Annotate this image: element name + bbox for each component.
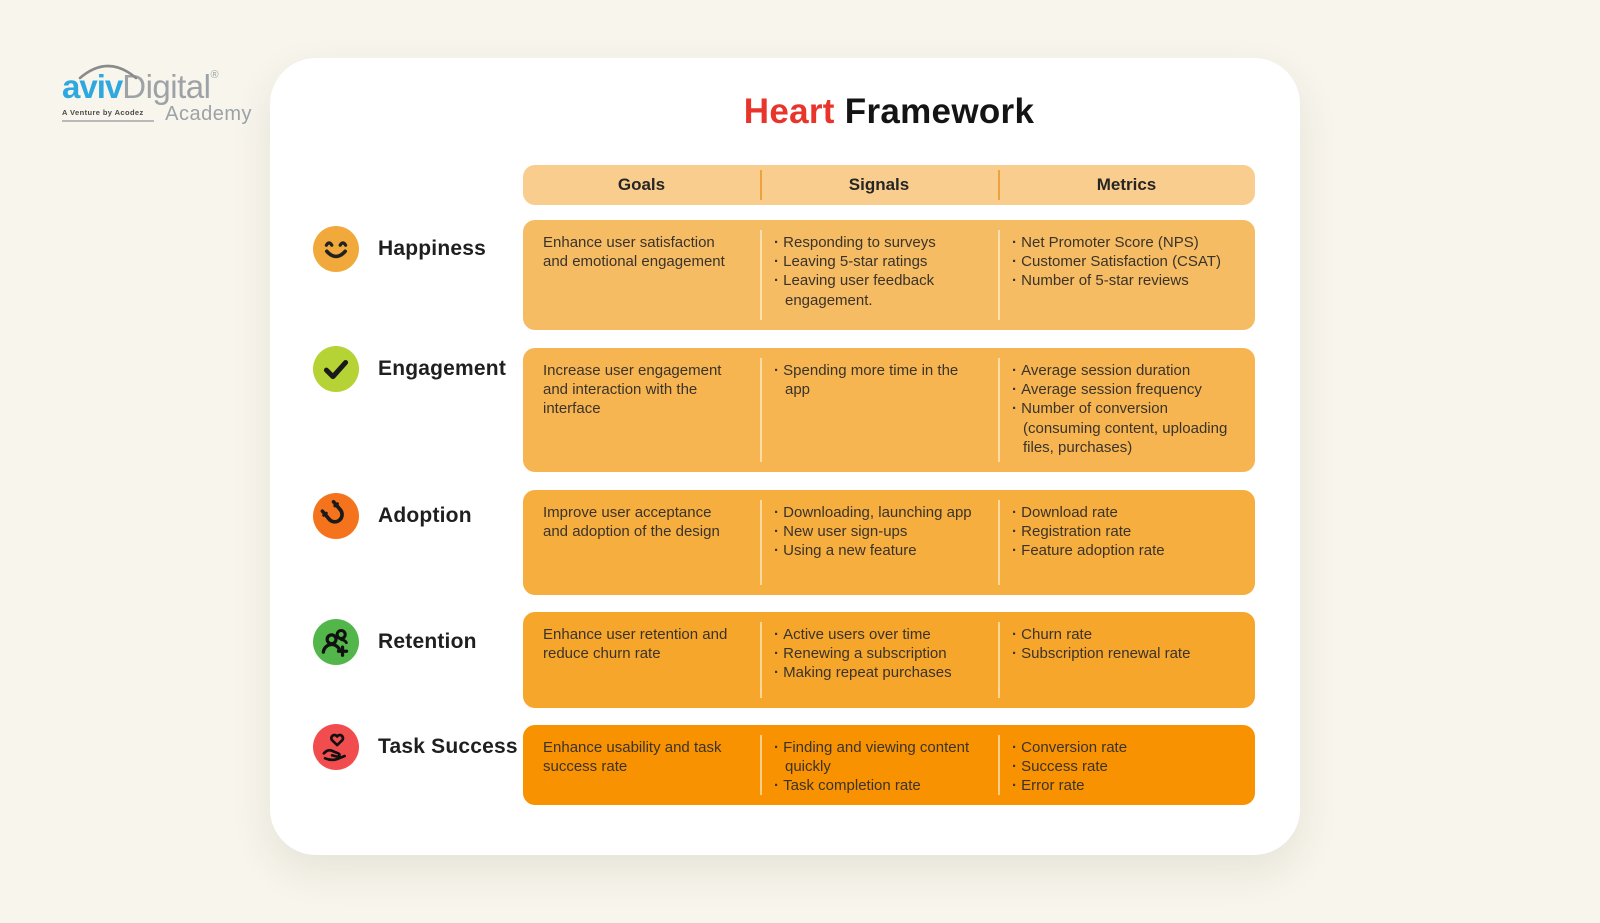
metrics-cell xyxy=(998,725,1255,806)
page-title xyxy=(523,92,1255,132)
column-divider xyxy=(760,358,762,462)
column-divider xyxy=(998,170,1000,200)
list-item: · Downloading, launching app xyxy=(774,503,986,522)
title-rest: Framework xyxy=(834,92,1035,131)
row-header-adoption xyxy=(313,493,472,539)
column-divider xyxy=(998,358,1000,462)
logo-brand-primary: aviv xyxy=(62,68,123,105)
column-divider xyxy=(760,170,762,200)
row-header-engagement xyxy=(313,346,506,392)
row-header-task-success xyxy=(313,724,518,770)
list-item: · Responding to surveys xyxy=(774,233,986,252)
signals-list xyxy=(774,233,986,310)
goals-cell xyxy=(523,220,760,330)
list-item: · Registration rate xyxy=(1012,522,1243,541)
row-label: Happiness xyxy=(378,237,486,260)
logo-subline xyxy=(62,105,252,126)
list-item: · Number of conversion (consuming content, uploading files, purchases) xyxy=(1012,399,1243,457)
logo-rule xyxy=(62,120,154,122)
framework-row-happiness xyxy=(523,220,1255,330)
list-item: · Finding and viewing content quickly xyxy=(774,738,986,776)
signals-cell xyxy=(760,725,998,806)
framework-row-task-success xyxy=(523,725,1255,805)
metrics-cell xyxy=(998,220,1255,330)
list-item: · Leaving 5-star ratings xyxy=(774,252,986,271)
metrics-cell xyxy=(998,490,1255,595)
logo-arc-icon xyxy=(76,62,140,80)
metrics-list xyxy=(1012,233,1243,291)
list-item: · Customer Satisfaction (CSAT) xyxy=(1012,252,1243,271)
list-item: · Net Promoter Score (NPS) xyxy=(1012,233,1243,252)
list-item: · Average session duration xyxy=(1012,361,1243,380)
list-item: · Renewing a subscription xyxy=(774,644,986,663)
smiley-face-icon xyxy=(313,226,359,272)
row-label: Adoption xyxy=(378,504,472,527)
goals-cell xyxy=(523,490,760,595)
list-item: · Average session frequency xyxy=(1012,380,1243,399)
row-label: Engagement xyxy=(378,357,507,380)
logo-tagline-block xyxy=(62,105,154,122)
checkmark-icon xyxy=(313,346,359,392)
column-divider xyxy=(998,230,1000,320)
user-add-icon xyxy=(313,619,359,665)
row-label: Task Success xyxy=(378,735,518,758)
signals-cell xyxy=(760,348,998,472)
metrics-list xyxy=(1012,738,1243,796)
signals-list xyxy=(774,361,986,399)
signals-cell xyxy=(760,612,998,708)
signals-list xyxy=(774,503,986,561)
framework-row-retention xyxy=(523,612,1255,708)
metrics-list xyxy=(1012,361,1243,457)
list-item: · Task completion rate xyxy=(774,776,986,795)
signals-cell xyxy=(760,490,998,595)
column-divider xyxy=(760,230,762,320)
hand-holding-heart-icon xyxy=(313,724,359,770)
logo-brand-secondary: Digital xyxy=(122,68,211,105)
column-header-signals: Signals xyxy=(848,175,910,194)
list-item: · Number of 5-star reviews xyxy=(1012,271,1243,290)
column-divider xyxy=(760,735,762,795)
goals-text: Enhance user retention and reduce churn rate xyxy=(543,626,728,663)
list-item: · Error rate xyxy=(1012,776,1243,795)
goals-text: Improve user acceptance and adoption of the design xyxy=(543,504,720,541)
goals-text: Enhance user satisfaction and emotional engagement xyxy=(543,234,725,271)
metrics-list xyxy=(1012,503,1243,561)
registered-mark: ® xyxy=(210,69,219,81)
framework-row-engagement xyxy=(523,348,1255,472)
table-header xyxy=(523,165,1255,205)
list-item: · Making repeat purchases xyxy=(774,663,986,682)
row-header-happiness xyxy=(313,226,486,272)
column-divider xyxy=(760,622,762,698)
list-item: · Download rate xyxy=(1012,503,1243,522)
magnet-icon xyxy=(313,493,359,539)
list-item: · Using a new feature xyxy=(774,541,986,560)
row-header-retention xyxy=(313,619,477,665)
goals-cell xyxy=(523,348,760,472)
metrics-cell xyxy=(998,348,1255,472)
column-divider xyxy=(760,500,762,585)
signals-list xyxy=(774,625,986,683)
list-item: · Subscription renewal rate xyxy=(1012,644,1243,663)
signals-list xyxy=(774,738,986,796)
framework-card xyxy=(270,58,1300,855)
list-item: · New user sign-ups xyxy=(774,522,986,541)
list-item: · Conversion rate xyxy=(1012,738,1243,757)
list-item: · Feature adoption rate xyxy=(1012,541,1243,560)
goals-cell xyxy=(523,725,760,806)
list-item: · Active users over time xyxy=(774,625,986,644)
metrics-list xyxy=(1012,625,1243,663)
framework-row-adoption xyxy=(523,490,1255,595)
metrics-cell xyxy=(998,612,1255,708)
column-header-metrics: Metrics xyxy=(1096,175,1157,194)
logo-sub-brand: Academy xyxy=(165,103,252,125)
list-item: · Success rate xyxy=(1012,757,1243,776)
column-divider xyxy=(998,622,1000,698)
signals-cell xyxy=(760,220,998,330)
brand-logo xyxy=(62,70,252,126)
goals-text: Enhance usability and task success rate xyxy=(543,739,722,776)
column-header-goals: Goals xyxy=(617,175,666,194)
goals-cell xyxy=(523,612,760,708)
logo-tagline: A Venture by Acodez xyxy=(62,108,144,117)
title-highlight: Heart xyxy=(743,92,835,131)
list-item: · Spending more time in the app xyxy=(774,361,986,399)
row-label: Retention xyxy=(378,630,477,653)
list-item: · Churn rate xyxy=(1012,625,1243,644)
column-divider xyxy=(998,735,1000,795)
list-item: · Leaving user feedback engagement. xyxy=(774,271,986,309)
goals-text: Increase user engagement and interaction with the interface xyxy=(543,362,722,418)
column-divider xyxy=(998,500,1000,585)
